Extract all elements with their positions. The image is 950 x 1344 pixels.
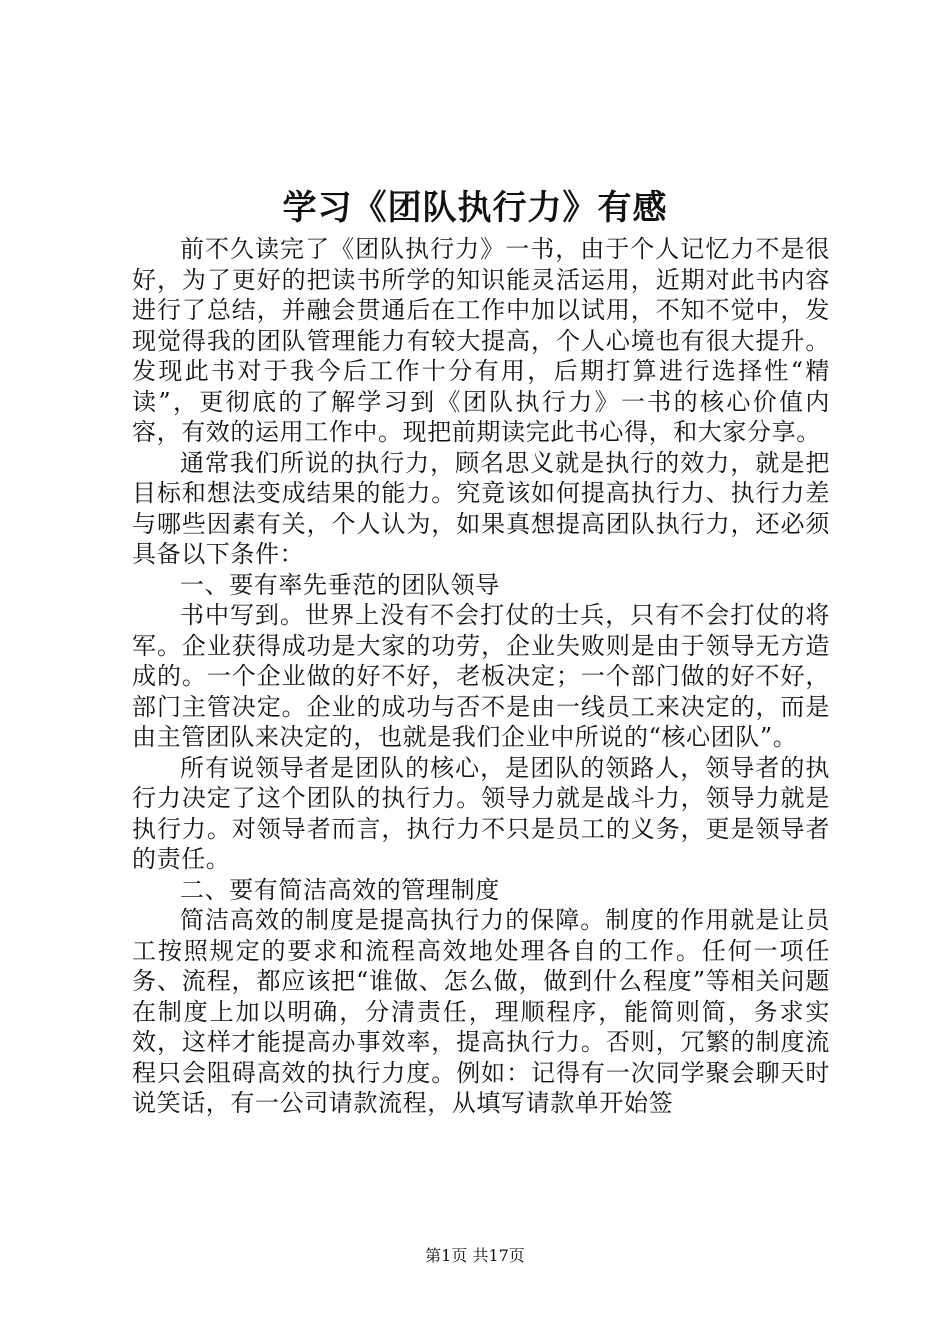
paragraph-definition: 通常我们所说的执行力，顾名思义就是执行的效力，就是把目标和想法变成结果的能力。究竟该如何提高执行力、执行力差与哪些因素有关，个人认为，如果真想提高团队执行力，还必须具备以下条件： — [132, 448, 830, 568]
section-heading-2: 二、要有简洁高效的管理制度 — [180, 875, 500, 904]
paragraph-intro: 前不久读完了《团队执行力》一书，由于个人记忆力不是很好，为了更好的把读书所学的知识能灵活运用，近期对此书内容进行了总结，并融会贯通后在工作中加以试用，不知不觉中，发现觉得我的团队管理能力有较大提高，个人心境也有很大提升。发现此书对于我今后工作十分有用，后期打算进行选择性“精读”，更彻底的了解学习到《团队执行力》一书的核心价值内容，有效的运用工作中。现把前期读完此书心得，和大家分享。 — [132, 235, 830, 446]
document-body — [132, 234, 830, 1119]
page-number-footer: 第1页 共17页 — [425, 1246, 525, 1265]
paragraph-system: 简洁高效的制度是提高执行力的保障。制度的作用就是让员工按照规定的要求和流程高效地处理各自的工作。任何一项任务、流程，都应该把“谁做、怎么做，做到什么程度”等相关问题在制度上加以明确，分清责任，理顺程序，能简则简，务求实效，这样才能提高办事效率，提高执行力。否则，冗繁的制度流程只会阻碍高效的执行力度。例如：记得有一次同学聚会聊天时说笑话，有一公司请款流程，从填写请款单开始签 — [132, 906, 830, 1117]
document-title: 学习《团队执行力》有感 — [282, 188, 668, 228]
paragraph-leader-core: 所有说领导者是团队的核心，是团队的领路人，领导者的执行力决定了这个团队的执行力。领导力就是战斗力，领导力就是执行力。对领导者而言，执行力不只是员工的义务，更是领导者的责任。 — [132, 753, 830, 873]
paragraph-leadership: 书中写到。世界上没有不会打仗的士兵，只有不会打仗的将军。企业获得成功是大家的功劳，企业失败则是由于领导无方造成的。一个企业做的好不好，老板决定；一个部门做的好不好，部门主管决定。企业的成功与否不是由一线员工来决定的，而是由主管团队来决定的，也就是我们企业中所说的“核心团队”。 — [132, 601, 830, 751]
section-heading-1: 一、要有率先垂范的团队领导 — [180, 570, 500, 599]
